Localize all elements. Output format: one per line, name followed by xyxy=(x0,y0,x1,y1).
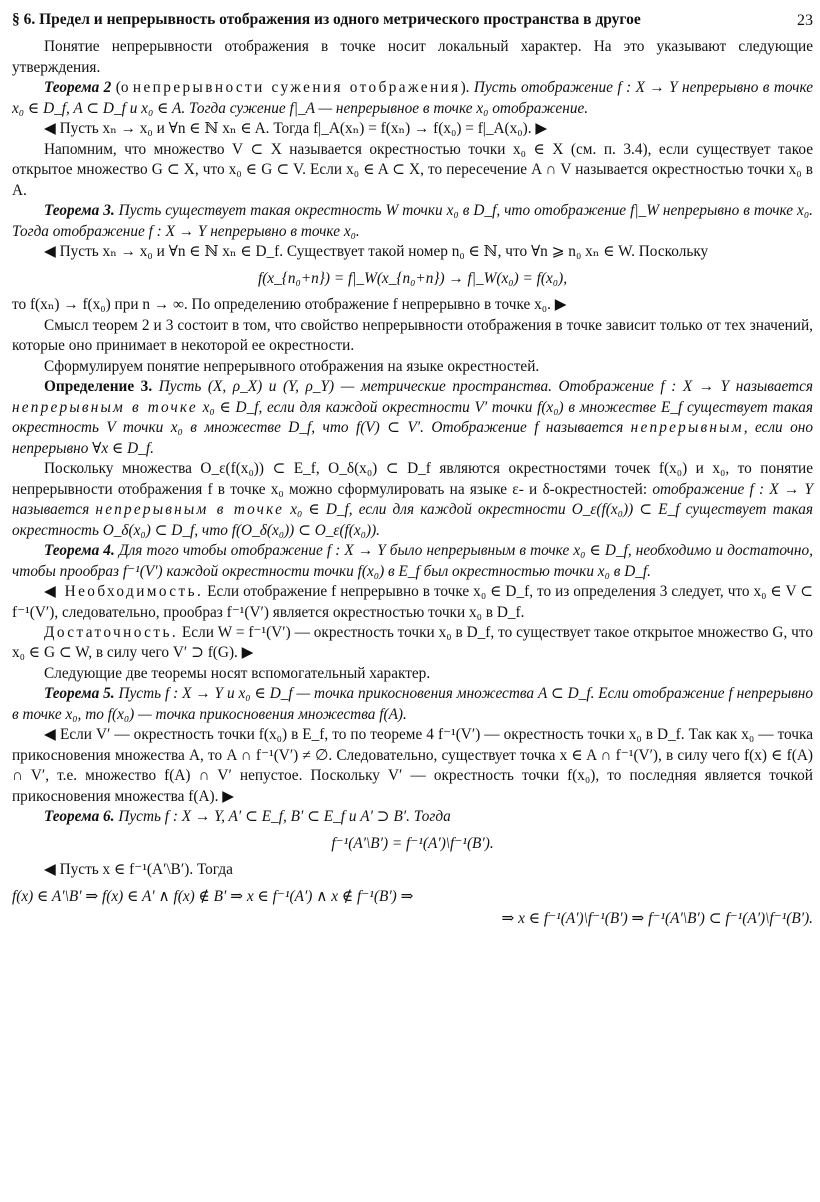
proof-5: ◀ Если V′ — окрестность точки f(x₀) в E_f, то по теореме 4 f⁻¹(V′) — окрестность точки x₀ в D_f. Так как x₀ — точка прикосновения множества A, то A ∩ f⁻¹(V′) ≠ ∅. Следовательно, существует точка x ∈ A ∩ f⁻¹(V′), в силу чего f(x) ∈ f(A) ∩ V′, т.е. множество f(A) ∩ V′ непустое. Поскольку V′ — окрестность точки f(x₀), то последняя является точкой прикосновения множества f(A). ▶ xyxy=(12,726,813,805)
theorem-4-body: Для того чтобы отображение f : X → Y было непрерывным в точке x₀ ∈ D_f, необходимо и достаточно, чтобы прообраз f⁻¹(V′) каждой окрестности точки f(x₀) в E_f был окрестностью точки x₀ в D_f. xyxy=(12,542,813,580)
definition-3-part-a: Пусть (X, ρ_X) и (Y, ρ_Y) — метрические пространства. Отображение f : X → Y называется xyxy=(152,378,814,396)
paragraph-sense: Смысл теорем 2 и 3 состоит в том, что свойство непрерывности отображения в точке зависит только от тех значений, которые оно принимает в некоторой ее окрестности. xyxy=(12,316,813,355)
paragraph-intro: Понятие непрерывности отображения в точке носит локальный характер. На это указывают следующие утверждения. xyxy=(12,38,813,76)
paragraph-formulate: Сформулируем понятие непрерывного отображения на языке окрестностей. xyxy=(44,357,540,375)
theorem-5-body: Пусть f : X → Y и x₀ ∈ D_f — точка прикосновения множества A ⊂ D_f. Если отображение f непрерывно в точке x₀, то f(x₀) — точка прикосновения множества f(A). xyxy=(12,685,813,723)
epsilon-delta-part-a: Поскольку множества O_ε(f(x₀)) ⊂ E_f, O_δ(x₀) ⊂ D_f являются окрестностями точек f(x₀) и x₀, то понятие непрерывности отображения f в точке x₀ можно сформулировать на языке ε- и δ-окрестностей: xyxy=(12,460,813,498)
proof-2: ◀ Пусть xₙ → x₀ и ∀n ∈ ℕ xₙ ∈ A. Тогда f|_A(xₙ) = f(xₙ) → f(x₀) = f|_A(x₀). ▶ xyxy=(44,120,548,138)
equation-3: f(x_{n₀+n}) = f|_W(x_{n₀+n}) → f|_W(x₀) = f(x₀), xyxy=(257,269,568,287)
sufficiency-label: Достаточность. xyxy=(44,624,179,641)
theorem-2-open: (о xyxy=(111,79,133,97)
definition-3-part-b: x₀ ∈ D_f, если для каждой окрестности V′ точки f(x₀) в множестве E_f существует такая окрестность V точки x₀ в множестве D_f, что f(V) ⊂ V′. Отображение f называется xyxy=(12,398,813,437)
theorem-5 xyxy=(12,684,813,725)
theorem-5-label: Теорема 5. xyxy=(44,685,115,703)
necessity-body: Если отображение f непрерывно в точке x₀ ∈ D_f, то из определения 3 следует, что x₀ ∈ V ⊂ f⁻¹(V′), следовательно, прообраз f⁻¹(V′) является окрестностью точки x₀ в D_f. xyxy=(12,583,813,621)
proof-6: ◀ Пусть x ∈ f⁻¹(A′\B′). Тогда xyxy=(44,861,233,879)
section-title: § 6. Предел и непрерывность отображения из одного метрического пространства в другое xyxy=(12,11,641,28)
proof-3-end: то f(xₙ) → f(x₀) при n → ∞. По определению отображение f непрерывно в точке x₀. ▶ xyxy=(12,296,567,314)
definition-3 xyxy=(12,377,813,459)
theorem-3 xyxy=(12,201,813,242)
theorem-4 xyxy=(12,541,813,582)
theorem-3-body: Пусть существует такая окрестность W точки x₀ в D_f, что отображение f|_W непрерывно в точке x₀. Тогда отображение f : X → Y непрерывно в точке x₀. xyxy=(12,202,813,240)
theorem-3-label: Теорема 3. xyxy=(44,202,115,220)
definition-3-term-2: непрерывным xyxy=(630,419,744,437)
running-header xyxy=(12,10,813,31)
sufficiency-body: Если W = f⁻¹(V′) — окрестность точки x₀ в D_f, то существует такое открытое множество G, что x₀ ∈ G ⊂ W, в силу чего V′ ⊃ f(G). ▶ xyxy=(12,624,813,662)
proof-3: ◀ Пусть xₙ → x₀ и ∀n ∈ ℕ xₙ ∈ D_f. Существует такой номер n₀ ∈ ℕ, что ∀n ⩾ n₀ xₙ ∈ W. Поскольку xyxy=(44,243,709,261)
necessity-label: ◀ Необходимость. xyxy=(44,583,204,601)
theorem-6-label: Теорема 6. xyxy=(44,808,115,826)
proof-4-sufficiency xyxy=(12,623,813,664)
paragraph-epsilon-delta xyxy=(12,459,813,541)
epsilon-delta-part-b: отображение f : X → Y называется xyxy=(12,480,813,519)
theorem-2 xyxy=(12,78,813,119)
epsilon-delta-term: непрерывным в точке xyxy=(95,501,285,519)
page xyxy=(12,10,813,930)
theorem-4-label: Теорема 4. xyxy=(44,542,115,560)
theorem-6 xyxy=(12,807,813,827)
definition-3-label: Определение 3. xyxy=(44,378,153,396)
proof-4-necessity xyxy=(12,582,813,623)
theorem-2-close: ). xyxy=(460,79,474,97)
equation-7-line-2: ⇒ x ∈ f⁻¹(A′)\f⁻¹(B′) ⇒ f⁻¹(A′\B′) ⊂ f⁻¹(A′)\f⁻¹(B′). xyxy=(501,910,813,928)
theorem-2-name: непрерывности сужения отображения xyxy=(132,79,461,97)
equation-6: f⁻¹(A′\B′) = f⁻¹(A′)\f⁻¹(B′). xyxy=(331,834,494,852)
definition-3-term-1: непрерывным в точке xyxy=(12,398,198,416)
theorem-2-label: Теорема 2 xyxy=(44,79,112,97)
page-number: 23 xyxy=(797,12,813,29)
theorem-2-body: Пусть отображение f : X → Y непрерывно в точке x₀ ∈ D_f, A ⊂ D_f и x₀ ∈ A. Тогда сужение f|_A — непрерывное в точке x₀ отображение. xyxy=(12,79,814,117)
theorem-6-body: Пусть f : X → Y, A′ ⊂ E_f, B′ ⊂ E_f и A′ ⊃ B′. Тогда xyxy=(114,808,451,826)
paragraph-neighbourhood: Напомним, что множество V ⊂ X называется окрестностью точки x₀ ∈ X (см. п. 3.4), если существует такое открытое множество G ⊂ X, что x₀ ∈ G ⊂ V. Если x₀ ∈ A ⊂ X, то пересечение A ∩ V называется окрестностью точки x₀ в A. xyxy=(12,140,813,199)
epsilon-delta-part-c: x₀ ∈ D_f, если для каждой окрестности O_ε(f(x₀)) ⊂ E_f существует такая окрестность O_δ(x₀) ⊂ D_f, что f(O_δ(x₀)) ⊂ O_ε(f(x₀)). xyxy=(12,501,814,539)
paragraph-next: Следующие две теоремы носят вспомогательный характер. xyxy=(44,664,431,682)
definition-3-part-c: , если оно непрерывно ∀x ∈ D_f. xyxy=(12,419,814,457)
equation-7-line-1: f(x) ∈ A′\B′ ⇒ f(x) ∈ A′ ∧ f(x) ∉ B′ ⇒ x ∈ f⁻¹(A′) ∧ x ∉ f⁻¹(B′) ⇒ xyxy=(12,887,414,905)
